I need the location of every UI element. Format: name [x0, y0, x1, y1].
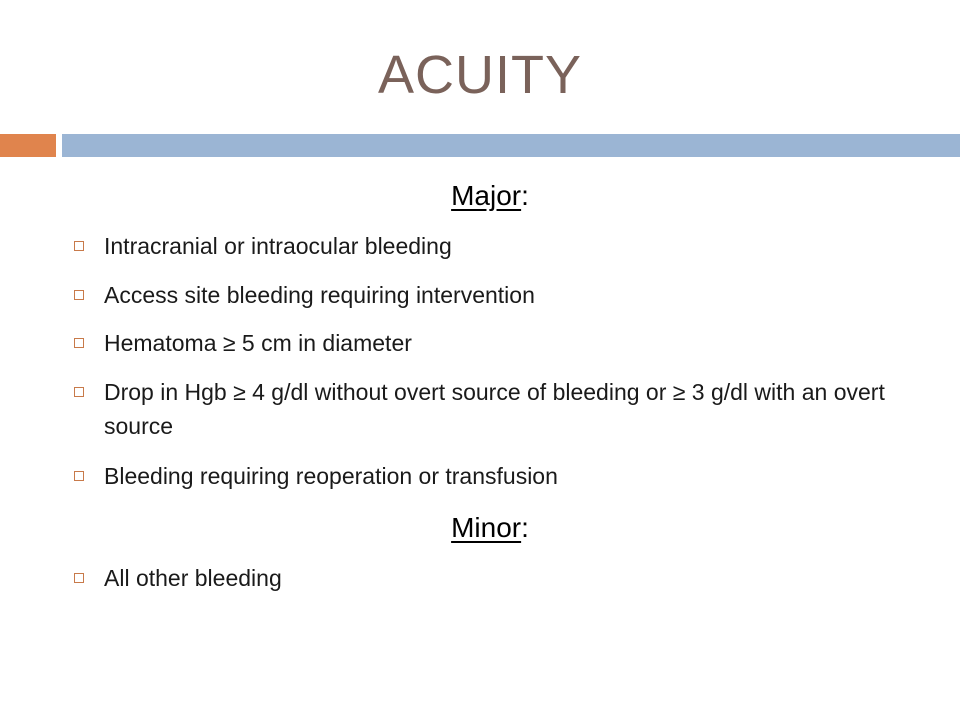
hollow-square-bullet-icon [74, 471, 84, 481]
minor-bullet-text: All other bleeding [104, 565, 282, 591]
slide-title: ACUITY [377, 45, 583, 105]
accent-bar-orange [0, 134, 56, 157]
major-bullet-item [74, 278, 914, 312]
major-bullet-text: Access site bleeding requiring intervention [104, 282, 535, 308]
major-bullet-text: Drop in Hgb ≥ 4 g/dl without overt source of bleeding or ≥ 3 g/dl with an overt source [104, 379, 885, 439]
major-bullet-text: Intracranial or intraocular bleeding [104, 233, 452, 259]
major-bullet-text: Bleeding requiring reoperation or transfusion [104, 463, 558, 489]
major-bullet-text: Hematoma ≥ 5 cm in diameter [104, 330, 412, 356]
major-heading-word: Major [451, 180, 522, 211]
major-heading [0, 178, 960, 214]
hollow-square-bullet-icon [74, 387, 84, 397]
hollow-square-bullet-icon [74, 241, 84, 251]
major-bullet-item [74, 459, 914, 493]
major-bullet-item [74, 375, 914, 443]
minor-heading-word: Minor [451, 512, 522, 543]
hollow-square-bullet-icon [74, 573, 84, 583]
major-bullet-item [74, 229, 914, 263]
minor-bullet-item [74, 561, 914, 595]
minor-heading [0, 510, 960, 546]
hollow-square-bullet-icon [74, 338, 84, 348]
major-heading-colon: : [521, 180, 529, 211]
minor-heading-colon: : [521, 512, 529, 543]
hollow-square-bullet-icon [74, 290, 84, 300]
major-bullet-item [74, 326, 914, 360]
accent-bar-blue [62, 134, 960, 157]
